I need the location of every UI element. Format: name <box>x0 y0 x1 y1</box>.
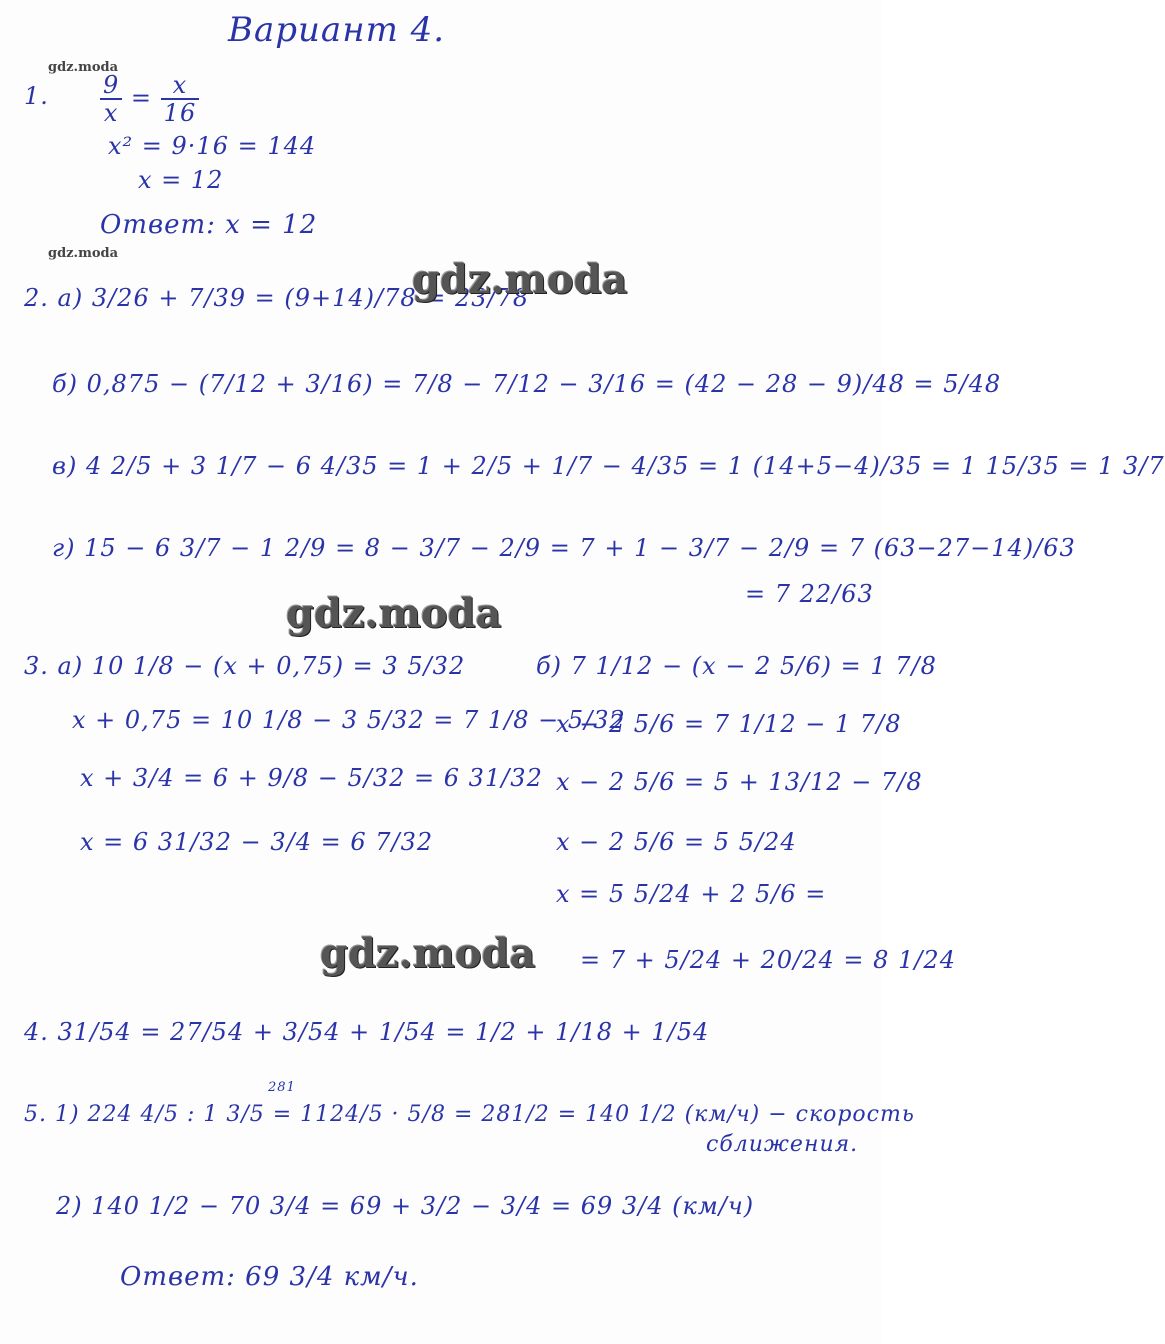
task1-line3: x = 12 <box>138 166 224 194</box>
task3-a-line2: x + 0,75 = 10 1/8 − 3 5/32 = 7 1/8 − 5/32 <box>72 706 626 734</box>
frac-b-num: x <box>161 72 200 100</box>
task1-number: 1. <box>24 82 49 110</box>
task5-line2: 2) 140 1/2 − 70 3/4 = 69 + 3/2 − 3/4 = 69 3/4 (км/ч) <box>56 1192 755 1220</box>
watermark-big-3: gdz.moda <box>320 930 536 977</box>
task3-b-line4: x − 2 5/6 = 5 5/24 <box>556 828 797 856</box>
task3-a-line1: 3. а) 10 1/8 − (x + 0,75) = 3 5/32 <box>24 652 466 680</box>
task3-b-line2: x − 2 5/6 = 7 1/12 − 1 7/8 <box>556 710 902 738</box>
task5-line1b: сближения. <box>706 1132 859 1157</box>
task3-a-line4: x = 6 31/32 − 3/4 = 6 7/32 <box>80 828 434 856</box>
watermark-big-2: gdz.moda <box>286 590 502 637</box>
task2-g-line1: г) 15 − 6 3/7 − 1 2/9 = 8 − 3/7 − 2/9 = 7 + 1 − 3/7 − 2/9 = 7 (63−27−14)/63 <box>52 534 1076 562</box>
task3-b-line3: x − 2 5/6 = 5 + 13/12 − 7/8 <box>556 768 923 796</box>
task1-line2: x² = 9·16 = 144 <box>108 132 317 160</box>
frac-a-den: x <box>103 99 119 128</box>
task3-a-line3: x + 3/4 = 6 + 9/8 − 5/32 = 6 31/32 <box>80 764 543 792</box>
task4-line: 4. 31/54 = 27/54 + 3/54 + 1/54 = 1/2 + 1/18 + 1/54 <box>24 1018 710 1046</box>
task2-a: 2. а) 3/26 + 7/39 = (9+14)/78 = 23/78 <box>24 284 530 312</box>
task2-b: б) 0,875 − (7/12 + 3/16) = 7/8 − 7/12 − 3/16 = (42 − 28 − 9)/48 = 5/48 <box>52 370 1002 398</box>
frac-a-num: 9 <box>100 72 122 100</box>
task5-answer: Ответ: 69 3/4 км/ч. <box>120 1262 419 1292</box>
task1-answer: Ответ: x = 12 <box>100 210 318 240</box>
task3-b-line1: б) 7 1/12 − (x − 2 5/6) = 1 7/8 <box>536 652 937 680</box>
task1-proportion <box>100 72 199 127</box>
frac-b-den: 16 <box>163 99 197 128</box>
task2-g-line2: = 7 22/63 <box>745 580 874 608</box>
watermark-small-top: gdz.moda <box>48 60 119 75</box>
variant-title: Вариант 4. <box>228 10 446 50</box>
watermark-big-1: gdz.moda <box>412 256 628 303</box>
task5-line1: 5. 1) 224 4/5 : 1 3/5 = 1124/5 · 5/8 = 281/2 = 140 1/2 (км/ч) − скорость <box>24 1102 915 1127</box>
task2-v: в) 4 2/5 + 3 1/7 − 6 4/35 = 1 + 2/5 + 1/7 − 4/35 = 1 (14+5−4)/35 = 1 15/35 = 1 3/7 <box>52 452 1165 480</box>
equals-sign: = <box>130 83 153 112</box>
task5-note: 281 <box>268 1080 296 1095</box>
task3-b-line5: x = 5 5/24 + 2 5/6 = <box>556 880 827 908</box>
watermark-small-mid: gdz.moda <box>48 246 119 261</box>
task3-b-line6: = 7 + 5/24 + 20/24 = 8 1/24 <box>580 946 956 974</box>
